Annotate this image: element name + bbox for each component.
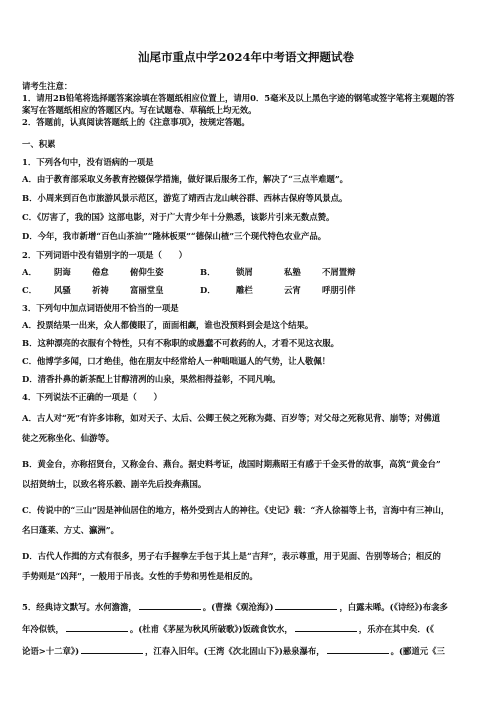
notice-item-2: 2．答题前，认真阅读答题纸上的《注意事项》，按规定答题。: [22, 117, 250, 127]
option-word: 云宵: [284, 285, 301, 295]
option-word: 呼朋引伴: [322, 285, 356, 295]
option-line: C．传说中的“三山”因是神仙居住的地方，格外受到古人的神往。《史记》载：“齐人徐福等上书，言海中有三神山，: [22, 505, 450, 515]
question-1-option-d: D．今年，我市新增“百色山茶油”“隆林板栗”“德保山楂”三个现代特色农业产品。: [22, 231, 327, 241]
option-word: 锁屑: [236, 267, 253, 277]
page-title: 汕尾市重点中学2024年中考语文押题试卷: [137, 50, 354, 64]
option-letter: B．: [200, 267, 216, 277]
question-2-row-1: [22, 266, 470, 278]
answer-blank: [327, 644, 389, 654]
question-1-option-a: A．由于教育部采取义务教育控辍保学措施，做好课后服务工作，解决了“三点半难题”。: [22, 174, 349, 184]
option-word: 阴诲: [54, 267, 71, 277]
question-3-option-b: B．这种漂亮的衣服有个特性，只有不称职的或愚蠢不可救药的人，才看不见这衣服。: [22, 338, 339, 348]
notice-item-1-line-2: 案写在答题纸相应的答题区内。写在试题卷、草稿纸上均无效。: [22, 105, 257, 115]
question-4-option-b: [22, 454, 470, 494]
option-word: 俯仰生姿: [130, 267, 164, 277]
answer-blank: [66, 622, 128, 632]
option-word: 风骚: [54, 285, 71, 295]
poem-text: ，白露未晞。(《诗经》)布衾多: [339, 602, 448, 612]
poem-line-3: [22, 640, 470, 662]
question-1-option-b: B．小周来到百色市旅游风景示范区，游览了靖西古龙山峡谷群、西林古保府等风景点。: [22, 193, 348, 203]
notice-heading: 请考生注意：: [22, 81, 73, 91]
option-word: 私塾: [284, 267, 301, 277]
option-word: 倦怠: [92, 267, 109, 277]
poem-line-1: [22, 596, 470, 618]
question-1-stem: 1．下列各句中，没有语病的一项是: [22, 157, 154, 167]
question-3-option-c: C．他博学多闻，口才绝佳，他在朋友中经常给人一种咄咄逼人的气势，让人敬佩！: [22, 356, 331, 366]
option-letter: C．: [22, 285, 38, 295]
question-2-stem: 2．下列词语中没有错别字的一项是（ ）: [22, 250, 187, 260]
question-4-option-c: [22, 500, 470, 540]
question-2-row-2: [22, 284, 470, 296]
poem-text: 5．经典诗文默写。水何澹澹，: [22, 602, 137, 612]
poem-text: 论语>十二章》): [22, 646, 80, 656]
option-line: A．古人对“死”有许多讳称，如对天子、太后、公卿王侯之死称为薨、百岁等；对父母之死称见背、崩等；对佛道: [22, 413, 441, 423]
section-heading: 一、积累: [22, 139, 56, 149]
answer-blank: [295, 622, 357, 632]
option-line: D．古代人作揖的方式有很多，男子右手握拳左手包于其上是“吉拜”，表示尊重，用于见面、告别等场合；相反的: [22, 551, 441, 561]
question-3-option-d: D．清香扑鼻的新茶配上甘醇清冽的山泉，果然相得益彰，不同凡响。: [22, 374, 281, 384]
notice-item-1-line-1: 1．请用2B铅笔将选择题答案涂填在答题纸相应位置上，请用0．5毫米及以上黑色字迹的钢笔或签字笔将主观题的答: [22, 93, 455, 103]
option-line: 名曰蓬莱、方丈、瀛洲”。: [22, 525, 119, 535]
option-line: 手势则是“凶拜”，一般用于吊丧。女性的手势和男性是相反的。: [22, 571, 258, 581]
poem-text: 。(郦道元《三: [390, 646, 445, 656]
poem-text: ，乐亦在其中矣．(《: [358, 624, 434, 634]
question-3-option-a: A．投票结果一出来，众人都傻眼了，面面相觑，谁也没预料到会是这个结果。: [22, 320, 314, 330]
option-word: 富丽堂皇: [130, 285, 164, 295]
answer-blank: [275, 600, 337, 610]
option-letter: A．: [22, 267, 37, 277]
answer-blank: [81, 644, 143, 654]
option-line: B．黄金台，亦称招贤台，又称金台、燕台。据史料考证，战国时期燕昭王有感于千金买骨的故事，高筑“黄金台”: [22, 459, 441, 469]
option-line: 以招贤纳士，以致名将乐毅、剧辛先后投奔燕国。: [22, 479, 207, 489]
question-4-stem: 4．下列说法不正确的一项是（ ）: [22, 392, 162, 402]
question-5: [22, 596, 470, 662]
option-word: 不屑置辩: [322, 267, 356, 277]
poem-text: 。(曹操《观沧海》): [202, 602, 274, 612]
answer-blank: [139, 600, 201, 610]
question-1-option-c: C．《厉害了，我的国》这部电影，对于广大青少年十分熟悉，该影片引来无数点赞。: [22, 212, 335, 222]
poem-text: ，江春入旧年。(王湾《次北固山下》)悬泉瀑布，: [145, 646, 325, 656]
poem-text: 年冷似铁，: [22, 624, 64, 634]
question-4-option-a: [22, 408, 470, 448]
question-4-option-d: [22, 546, 470, 586]
option-line: 徒之死称坐化、仙游等。: [22, 433, 115, 443]
option-word: 祈祷: [92, 285, 109, 295]
poem-text: 。(杜甫《茅屋为秋风所破歌》)饭疏食饮水，: [129, 624, 293, 634]
option-word: 雕栏: [236, 285, 253, 295]
option-letter: D．: [200, 285, 216, 295]
poem-line-2: [22, 618, 470, 640]
question-3-stem: 3．下列句中加点词语使用不恰当的一项是: [22, 303, 179, 313]
